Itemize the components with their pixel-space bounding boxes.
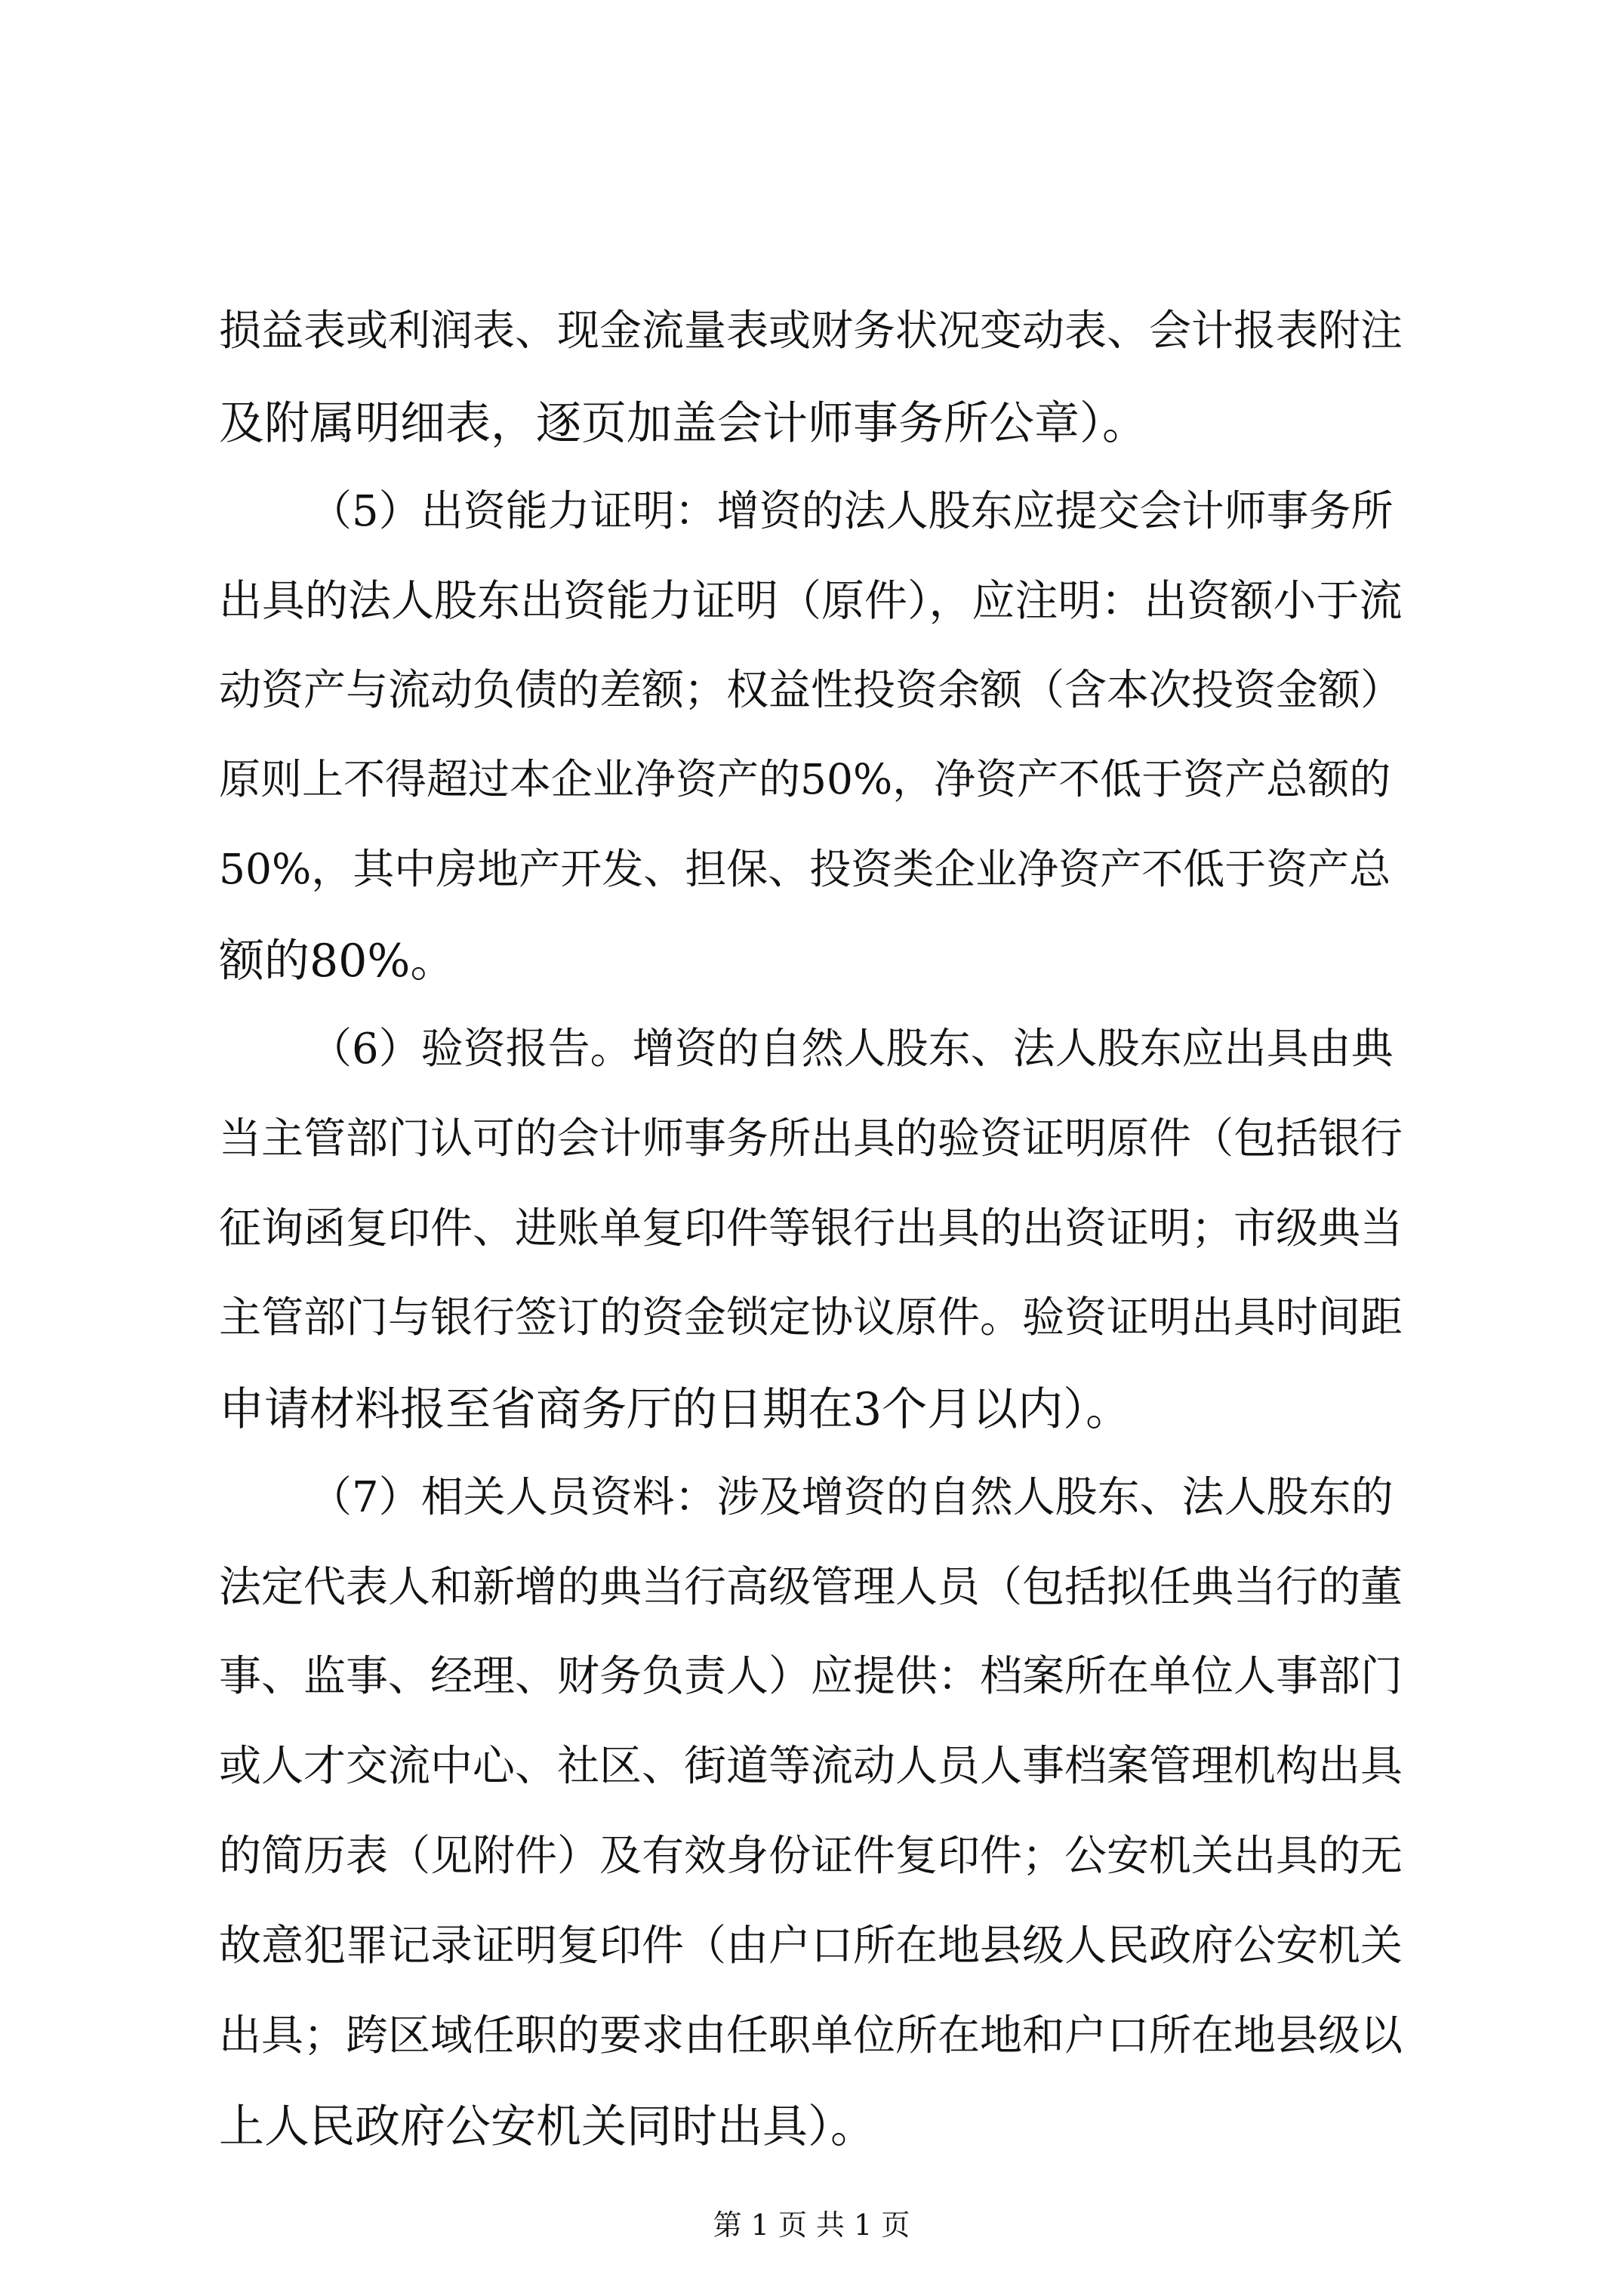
text-line: 当主管部门认可的会计师事务所出具的验资证明原件（包括银行: [219, 1114, 1403, 1163]
text-line: 出具；跨区域任职的要求由任职单位所在地和户口所在地县级以: [219, 2011, 1403, 2060]
text-line: 原则上不得超过本企业净资产的50%，净资产不低于资产总额的: [219, 755, 1391, 803]
text-line: 损益表或利润表、现金流量表或财务状况变动表、会计报表附注: [219, 307, 1403, 356]
text-line: 出具的法人股东出资能力证明（原件），应注明：出资额小于流: [219, 576, 1403, 626]
text-line: 50%，其中房地产开发、担保、投资类企业净资产不低于资产总: [219, 845, 1391, 893]
text-line: 申请材料报至省商务厅的日期在3个月以内）。: [219, 1383, 1132, 1436]
paragraph-5-line: （5）出资能力证明：增资的法人股东应提交会计师事务所: [310, 487, 1394, 536]
text-line: 或人才交流中心、社区、街道等流动人员人事档案管理机构出具: [219, 1742, 1403, 1791]
text-line: 主管部门与银行签订的资金锁定协议原件。验资证明出具时间距: [219, 1293, 1403, 1342]
text-line: 额的80%。: [219, 935, 456, 988]
text-line: 征询函复印件、进账单复印件等银行出具的出资证明；市级典当: [219, 1204, 1403, 1253]
text-line: 法定代表人和新增的典当行高级管理人员（包括拟任典当行的董: [219, 1563, 1403, 1612]
text-line: 事、监事、经理、财务负责人）应提供：档案所在单位人事部门: [219, 1652, 1403, 1701]
text-line: 上人民政府公安机关同时出具）。: [219, 2100, 876, 2153]
text-line: 故意犯罪记录证明复印件（由户口所在地县级人民政府公安机关: [219, 1922, 1403, 1971]
paragraph-6-line: （6）验资报告。增资的自然人股东、法人股东应出具由典: [310, 1025, 1394, 1074]
text-line: 动资产与流动负债的差额；权益性投资余额（含本次投资金额）: [219, 666, 1403, 715]
text-line: 及附属明细表，逐页加盖会计师事务所公章）。: [219, 397, 1147, 450]
page-footer: 第 1 页 共 1 页: [713, 2208, 910, 2242]
paragraph-7-line: （7）相关人员资料：涉及增资的自然人股东、法人股东的: [310, 1473, 1394, 1522]
text-line: 的简历表（见附件）及有效身份证件复印件；公安机关出具的无: [219, 1832, 1403, 1881]
